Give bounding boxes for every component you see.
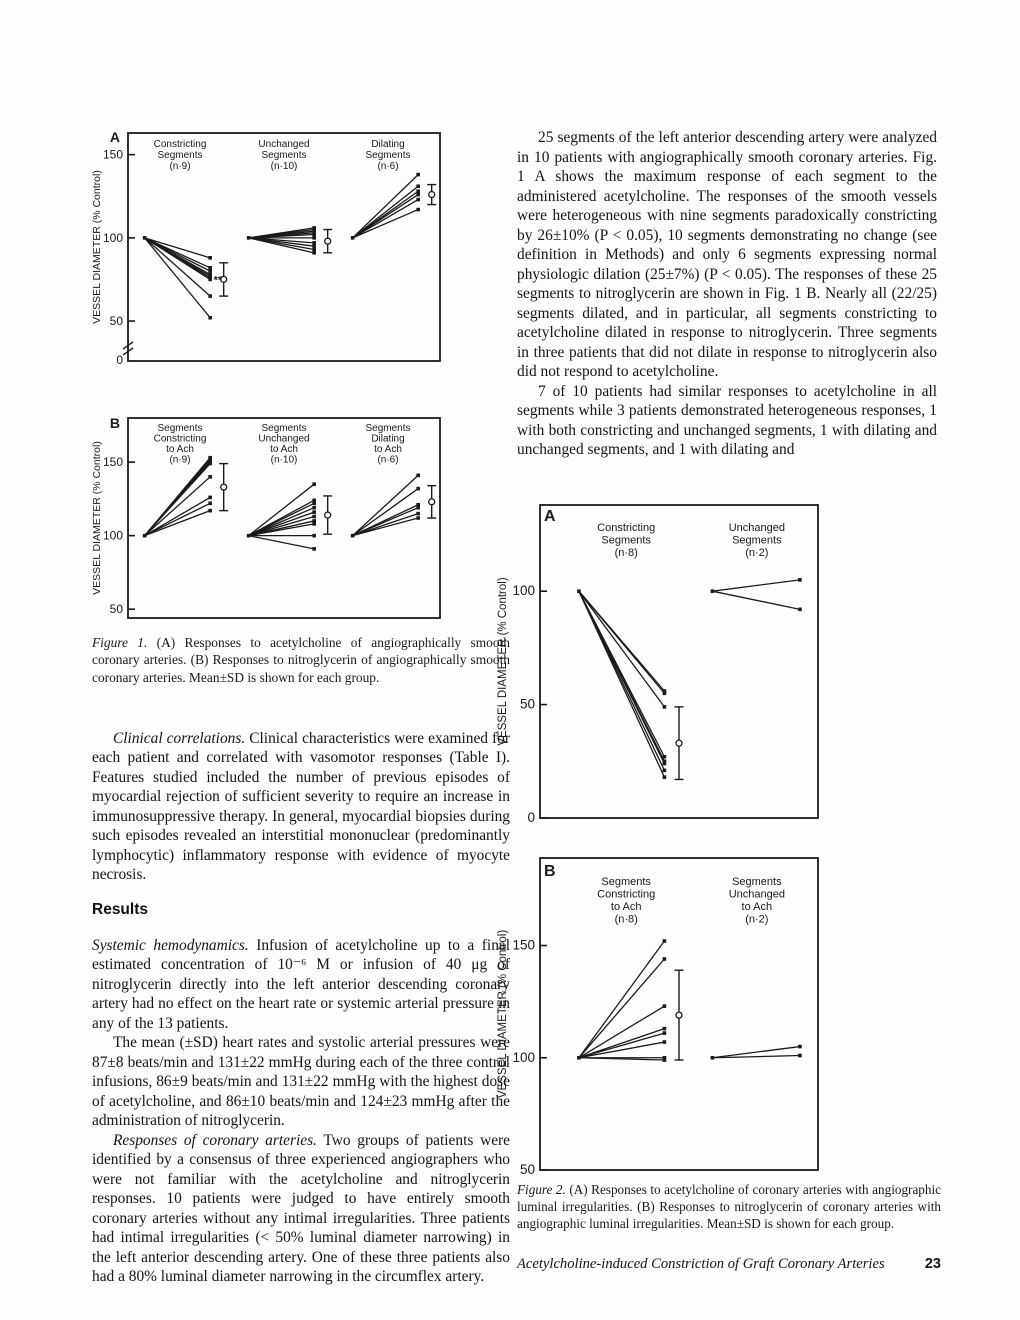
right-column-top	[517, 128, 937, 460]
svg-text:(n·2): (n·2)	[745, 547, 769, 559]
page-number: 23	[924, 1256, 941, 1273]
clinical-correlations-paragraph	[92, 729, 510, 885]
svg-text:(n·8): (n·8)	[614, 547, 638, 559]
svg-text:Segments: Segments	[601, 876, 651, 888]
svg-text:VESSEL DIAMETER (% Control): VESSEL DIAMETER (% Control)	[91, 441, 103, 595]
svg-text:Constricting: Constricting	[597, 888, 656, 901]
figure-2-caption-text: (A) Responses to acetylcholine of coronary arteries with angiographic luminal irregularities. (B) Responses to nitroglycerin of coronary arteries with angiographic luminal irregularities. Mean±SD is shown for each group.	[517, 1182, 942, 1231]
svg-text:to Ach: to Ach	[270, 444, 298, 455]
svg-text:Segments: Segments	[365, 423, 411, 434]
svg-text:(n·9): (n·9)	[169, 454, 191, 466]
svg-text:100: 100	[512, 583, 535, 599]
figure-1-caption-lead: Figure 1.	[92, 635, 148, 650]
svg-text:VESSEL DIAMETER (% Control): VESSEL DIAMETER (% Control)	[497, 929, 509, 1099]
svg-text:B: B	[109, 415, 120, 431]
svg-text:(n·10): (n·10)	[270, 454, 298, 466]
svg-text:50: 50	[109, 602, 123, 617]
svg-text:150: 150	[102, 455, 123, 470]
svg-text:VESSEL DIAMETER (% Control): VESSEL DIAMETER (% Control)	[497, 577, 509, 746]
svg-text:Segments: Segments	[601, 534, 651, 547]
figure-2b-chart	[492, 850, 822, 1178]
clinical-correlations-lead: Clinical correlations.	[113, 729, 246, 747]
svg-text:100: 100	[102, 230, 123, 245]
clinical-correlations-text: Clinical characteristics were examined for each patient and correlated with vasomotor responses (Table I). Features studied included the number of previous episodes of myocardial rejection of sufficient severity to require an increase in immunosuppressive therapy. In general, myocardial biopsies during such episodes revealed an interstitial mononuclear (predominantly lymphocytic) inflammatory response with evidence of myocyte necrosis.	[92, 729, 510, 884]
svg-text:150: 150	[102, 147, 123, 162]
page-footer	[517, 1256, 941, 1273]
mean-hemodynamics-paragraph: The mean (±SD) heart rates and systolic arterial pressures were 87±8 beats/min and 131±22 mmHg during each of the three control infusions, 86±9 beats/min and 131±22 mmHg with the highest dose of acetylcholine, and 86±10 beats/min and 124±23 mmHg after the administration of nitroglycerin.	[92, 1034, 510, 1130]
results-heading: Results	[92, 900, 148, 918]
svg-text:0: 0	[116, 353, 123, 367]
svg-text:to Ach: to Ach	[166, 444, 194, 455]
svg-text:Segments: Segments	[365, 150, 411, 161]
svg-text:Segments: Segments	[732, 534, 782, 547]
svg-text:Unchanged: Unchanged	[258, 433, 310, 445]
figure-2-caption	[517, 1182, 941, 1232]
svg-text:A: A	[109, 129, 120, 145]
svg-text:(n·10): (n·10)	[270, 161, 298, 172]
svg-text:100: 100	[102, 528, 123, 543]
svg-text:Segments: Segments	[157, 150, 203, 161]
responses-coronary-lead: Responses of coronary arteries.	[113, 1131, 317, 1149]
systemic-hemodynamics-text: Infusion of acetylcholine up to a final estimated concentration of 10⁻⁶ M or infusion of 40 μg of nitroglycerin directly into the left anterior descending coronary artery had no effect on the heart rate or systemic arterial pressure in any of the 13 patients.	[92, 936, 510, 1032]
responses-coronary-text: Two groups of patients were identified by a consensus of three experienced angiographers who were not familiar with the acetylcholine and nitroglycerin responses. 10 patients were judged to have entirely smooth coronary arteries without any intimal irregularities. Three patients had intimal irregularities (< 50% luminal diameter narrowing) in the left anterior descending artery. One of these three patients also had a 80% luminal diameter narrowing in the circumflex artery.	[92, 1131, 510, 1286]
figure-2a-chart	[492, 497, 822, 826]
svg-text:A: A	[544, 508, 556, 525]
svg-text:Dilating: Dilating	[371, 433, 405, 445]
responses-coronary-paragraph	[92, 1131, 510, 1287]
svg-text:Segments: Segments	[732, 876, 782, 888]
svg-text:Segments: Segments	[261, 423, 307, 434]
svg-text:0: 0	[527, 810, 535, 825]
svg-text:Constricting: Constricting	[153, 433, 207, 445]
svg-text:(n·8): (n·8)	[614, 913, 638, 926]
svg-text:Unchanged: Unchanged	[258, 139, 310, 150]
right-column-bottom	[517, 1182, 941, 1273]
svg-text:50: 50	[109, 314, 123, 329]
svg-text:Segments: Segments	[157, 423, 203, 434]
svg-text:to Ach: to Ach	[741, 901, 773, 913]
svg-text:to Ach: to Ach	[610, 901, 642, 913]
svg-text:50: 50	[519, 1162, 535, 1177]
svg-text:B: B	[544, 863, 556, 880]
svg-text:100: 100	[512, 1049, 535, 1065]
svg-text:Segments: Segments	[261, 150, 307, 161]
svg-text:(n·9): (n·9)	[169, 161, 191, 172]
svg-text:(n·2): (n·2)	[745, 913, 769, 926]
figure-1a-chart	[88, 125, 460, 367]
left-column	[92, 626, 510, 1287]
systemic-hemodynamics-lead: Systemic hemodynamics.	[92, 936, 249, 954]
svg-text:**: **	[213, 274, 223, 287]
figure-1-caption	[92, 634, 510, 686]
figure-2-caption-lead: Figure 2.	[517, 1182, 566, 1197]
figure-1-caption-text: (A) Responses to acetylcholine of angiographically smooth coronary arteries. (B) Responses to nitroglycerin of angiographically smooth coronary arteries. Mean±SD is shown for each group.	[92, 635, 510, 685]
svg-text:VESSEL DIAMETER (% Control): VESSEL DIAMETER (% Control)	[91, 170, 103, 324]
svg-text:50: 50	[519, 696, 535, 712]
svg-text:to Ach: to Ach	[374, 444, 402, 455]
systemic-hemodynamics-paragraph	[92, 936, 510, 1034]
svg-text:Constricting: Constricting	[153, 139, 207, 150]
smooth-arteries-paragraph: 25 segments of the left anterior descending artery were analyzed in 10 patients with angiographically smooth coronary arteries. Fig. 1 A shows the maximum response of each segment to the administered acetylcholine. The responses of the smooth vessels were heterogeneous with nine segments paradoxically constricting by 26±10% (P < 0.05), 10 segments demonstrating no change (see definition in Methods) and only 6 segments expressing normal physiologic dilation (25±7%) (P < 0.05). The responses of these 25 segments to nitroglycerin are shown in Fig. 1 B. Nearly all (22/25) segments dilated, and in particular, all segments constricting to acetylcholine dilated in response to nitroglycerin. Three segments in three patients that did not dilate in response to nitroglycerin also did not respond to acetylcholine.	[517, 129, 937, 380]
svg-text:(n·6): (n·6)	[377, 454, 399, 466]
patient-responses-paragraph: 7 of 10 patients had similar responses to acetylcholine in all segments while 3 patients demonstrated heterogeneous responses, 1 with both constricting and unchanged segments, 1 with dilating and unchanged segments, and 1 with dilating and	[517, 382, 937, 458]
running-title: Acetylcholine-induced Constriction of Graft Coronary Arteries	[517, 1256, 885, 1273]
svg-text:(n·6): (n·6)	[377, 161, 399, 172]
svg-text:Dilating: Dilating	[371, 139, 405, 150]
figure-1b-chart	[88, 410, 460, 624]
svg-text:Unchanged: Unchanged	[728, 888, 785, 901]
svg-text:Unchanged: Unchanged	[728, 522, 785, 534]
svg-text:Constricting: Constricting	[597, 522, 656, 534]
svg-text:150: 150	[512, 937, 535, 953]
